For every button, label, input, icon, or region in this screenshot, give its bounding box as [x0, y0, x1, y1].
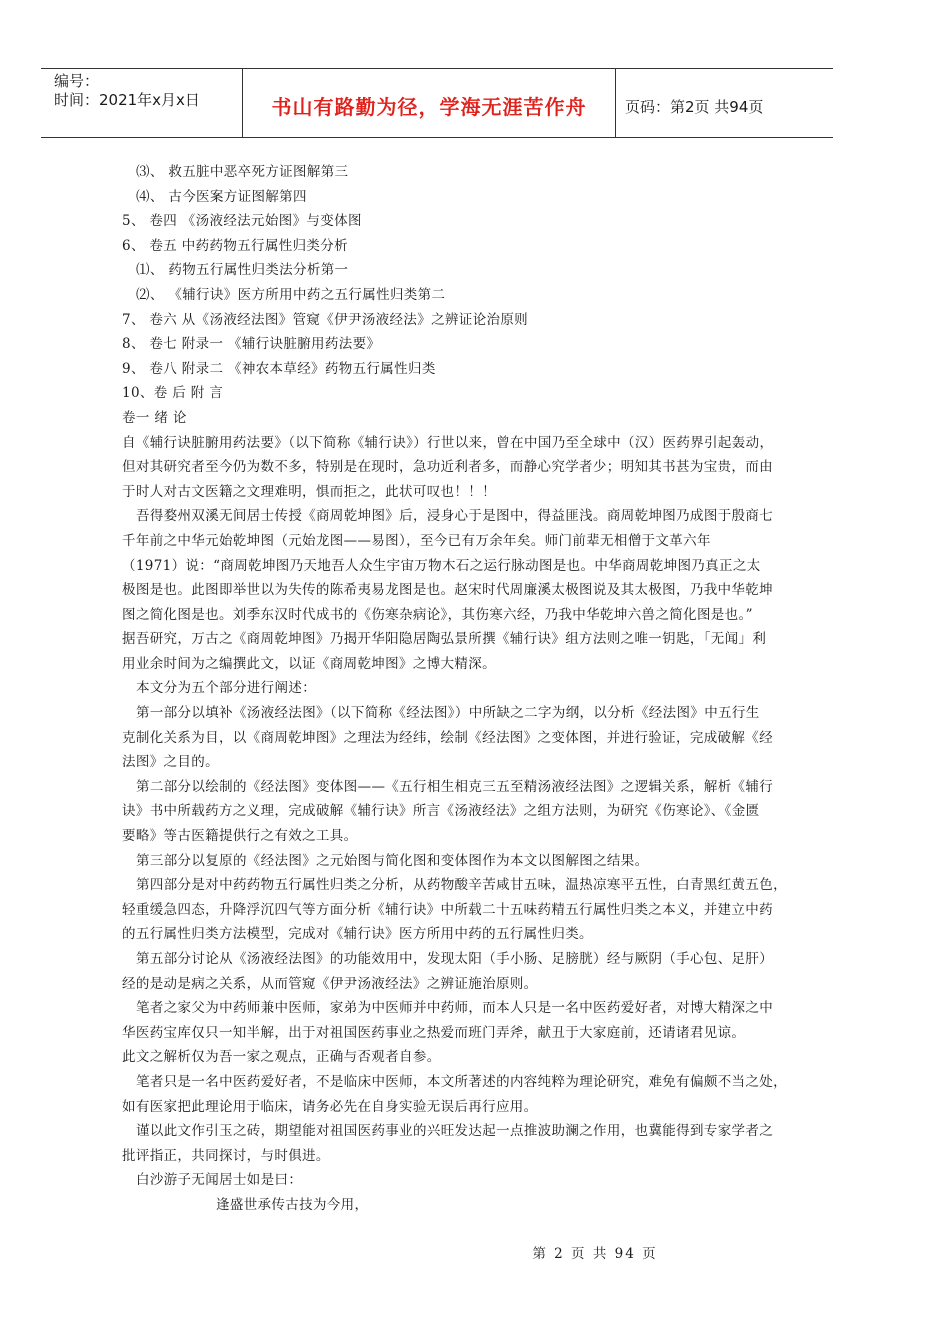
text-line: 10、卷 后 附 言	[122, 385, 224, 402]
text-line: 第五部分讨论从《汤液经法图》的功能效用中，发现太阳（手小肠、足膀胱）经与厥阴（手心包、足肝）	[136, 951, 774, 967]
text-line: 9、 卷八 附录二 《神农本草经》药物五行属性归类	[122, 360, 436, 377]
text-line: 经的是动是病之关系，从而管窥《伊尹汤液经法》之辨证施治原则。	[122, 975, 538, 992]
header-page-cell	[616, 72, 833, 140]
page-info: 页码：第2页 共94页	[625, 97, 764, 116]
text-line: 逢盛世承传古技为今用，	[216, 1196, 369, 1213]
text-line: 6、 卷五 中药药物五行属性归类分析	[122, 237, 348, 254]
text-line: 要略》等古医籍提供行之有效之工具。	[122, 828, 358, 845]
header-motto-cell	[243, 69, 616, 137]
text-line: 轻重缓急四态，升降浮沉四气等方面分析《辅行诀》中所载二十五味药精五行属性归类之本义，并建立中药	[122, 901, 773, 918]
text-line: 华医药宝库仅只一知半解，出于对祖国医药事业之热爱而班门弄斧，献丑于大家庭前，还请诸君见谅。	[122, 1024, 746, 1041]
text-line: 笔者只是一名中医药爱好者，不是临床中医师，本文所著述的内容纯粹为理论研究，难免有偏颇不当之处，	[136, 1073, 787, 1090]
footer-page-number: 第 2 页 共 94 页	[532, 1246, 658, 1262]
text-line: 此文之解析仅为吾一家之观点，正确与否观者自参。	[122, 1049, 441, 1066]
text-line: 第四部分是对中药药物五行属性归类之分析，从药物酸辛苦咸甘五味，温热凉寒平五性，白青黑红黄五色，	[136, 877, 787, 894]
text-line: 如有医家把此理论用于临床，请务必先在自身实验无误后再行应用。	[122, 1098, 538, 1115]
document-body	[122, 160, 810, 1218]
text-line: 但对其研究者至今仍为数不多，特别是在现时，急功近利者多，而静心究学者少；明知其书甚为宝贵，而由	[122, 459, 773, 476]
text-line: ⑴、 药物五行属性归类法分析第一	[136, 262, 349, 279]
text-line: 极图是也。此图即举世以为失传的陈希夷易龙图是也。赵宋时代周廉溪太极图说及其太极图，乃我中华乾坤	[122, 582, 773, 599]
motto-text: 书山有路勤为径，学海无涯苦作舟	[271, 94, 587, 119]
text-line: 千年前之中华元始乾坤图（元始龙图——易图），至今已有万余年矣。师门前辈无相僧于文革六年	[122, 532, 711, 549]
text-line: 第一部分以填补《汤液经法图》（以下简称《经法图》）中所缺之二字为纲，以分析《经法图》中五行生	[136, 705, 760, 722]
text-line: 克制化关系为目，以《商周乾坤图》之理法为经纬，绘制《经法图》之变体图，并进行验证，完成破解《经	[122, 729, 773, 746]
page-footer	[0, 1242, 950, 1262]
text-line: 据吾研究，万古之《商周乾坤图》乃揭开华阳隐居陶弘景所撰《辅行诀》组方法则之唯一钥匙，「无闻」利	[122, 631, 767, 648]
text-line: 谨以此文作引玉之砖，期望能对祖国医药事业的兴旺发达起一点推波助澜之作用，也冀能得到专家学者之	[136, 1123, 774, 1140]
text-line: （1971）说：“商周乾坤图乃天地吾人众生宇宙万物木石之运行脉动图是也。中华商周乾坤图乃真正之太	[122, 557, 761, 574]
header-meta-cell	[41, 69, 243, 137]
page-header	[41, 68, 833, 138]
text-line: 吾得婺州双溪无间居士传授《商周乾坤图》后，浸身心于是图中，得益匪浅。商周乾坤图乃成图于殷商七	[136, 508, 774, 525]
text-line: ⑷、 古今医案方证图解第四	[136, 188, 307, 205]
text-line: 于时人对古文医籍之文理难明，惧而拒之，此状可叹也！！！	[122, 483, 496, 500]
text-line: 8、 卷七 附录一 《辅行诀脏腑用药法要》	[122, 336, 381, 353]
text-line: 自《辅行诀脏腑用药法要》（以下简称《辅行诀》）行世以来，曾在中国乃至全球中（汉）医药界引起轰动，	[122, 434, 774, 451]
text-line: 5、 卷四 《汤液经法元始图》与变体图	[122, 213, 362, 230]
text-line: 第二部分以绘制的《经法图》变体图——《五行相生相克三五至精汤液经法图》之逻辑关系，解析《辅行	[136, 778, 774, 795]
text-line: 诀》书中所载药方之义理，完成破解《辅行诀》所言《汤液经法》之组方法则，为研究《伤寒论》、《金匮	[122, 803, 760, 820]
text-line: 图之简化图是也。刘季东汉时代成书的《伤寒杂病论》，其伤寒六经，乃我中华乾坤六兽之简化图是也。”	[122, 606, 753, 623]
text-line: 用业余时间为之编撰此文，以证《商周乾坤图》之博大精深。	[122, 655, 496, 672]
text-line: ⑵、 《辅行诀》医方所用中药之五行属性归类第二	[136, 286, 446, 303]
text-line: 卷一 绪 论	[122, 409, 187, 426]
text-line: 批评指正，共同探讨，与时俱进。	[122, 1147, 330, 1164]
text-line: 7、 卷六 从《汤液经法图》管窥《伊尹汤液经法》之辨证论治原则	[122, 311, 529, 328]
text-line: 本文分为五个部分进行阐述：	[136, 680, 317, 697]
text-line: 的五行属性归类方法模型，完成对《辅行诀》医方所用中药的五行属性归类。	[122, 926, 593, 943]
text-line: ⑶、 救五脏中恶卒死方证图解第三	[136, 164, 349, 180]
doc-number-label: 编号：	[54, 72, 100, 90]
time-label: 时间：2021年x月x日	[54, 91, 200, 109]
text-line: 法图》之目的。	[122, 754, 219, 771]
text-line: 笔者之家父为中药师兼中医师，家弟为中医师并中药师，而本人只是一名中医药爱好者，对博大精深之中	[136, 1000, 774, 1017]
text-line: 第三部分以复原的《经法图》之元始图与简化图和变体图作为本文以图解图之结果。	[136, 852, 649, 869]
text-line: 白沙游子无闻居士如是曰：	[136, 1172, 303, 1189]
